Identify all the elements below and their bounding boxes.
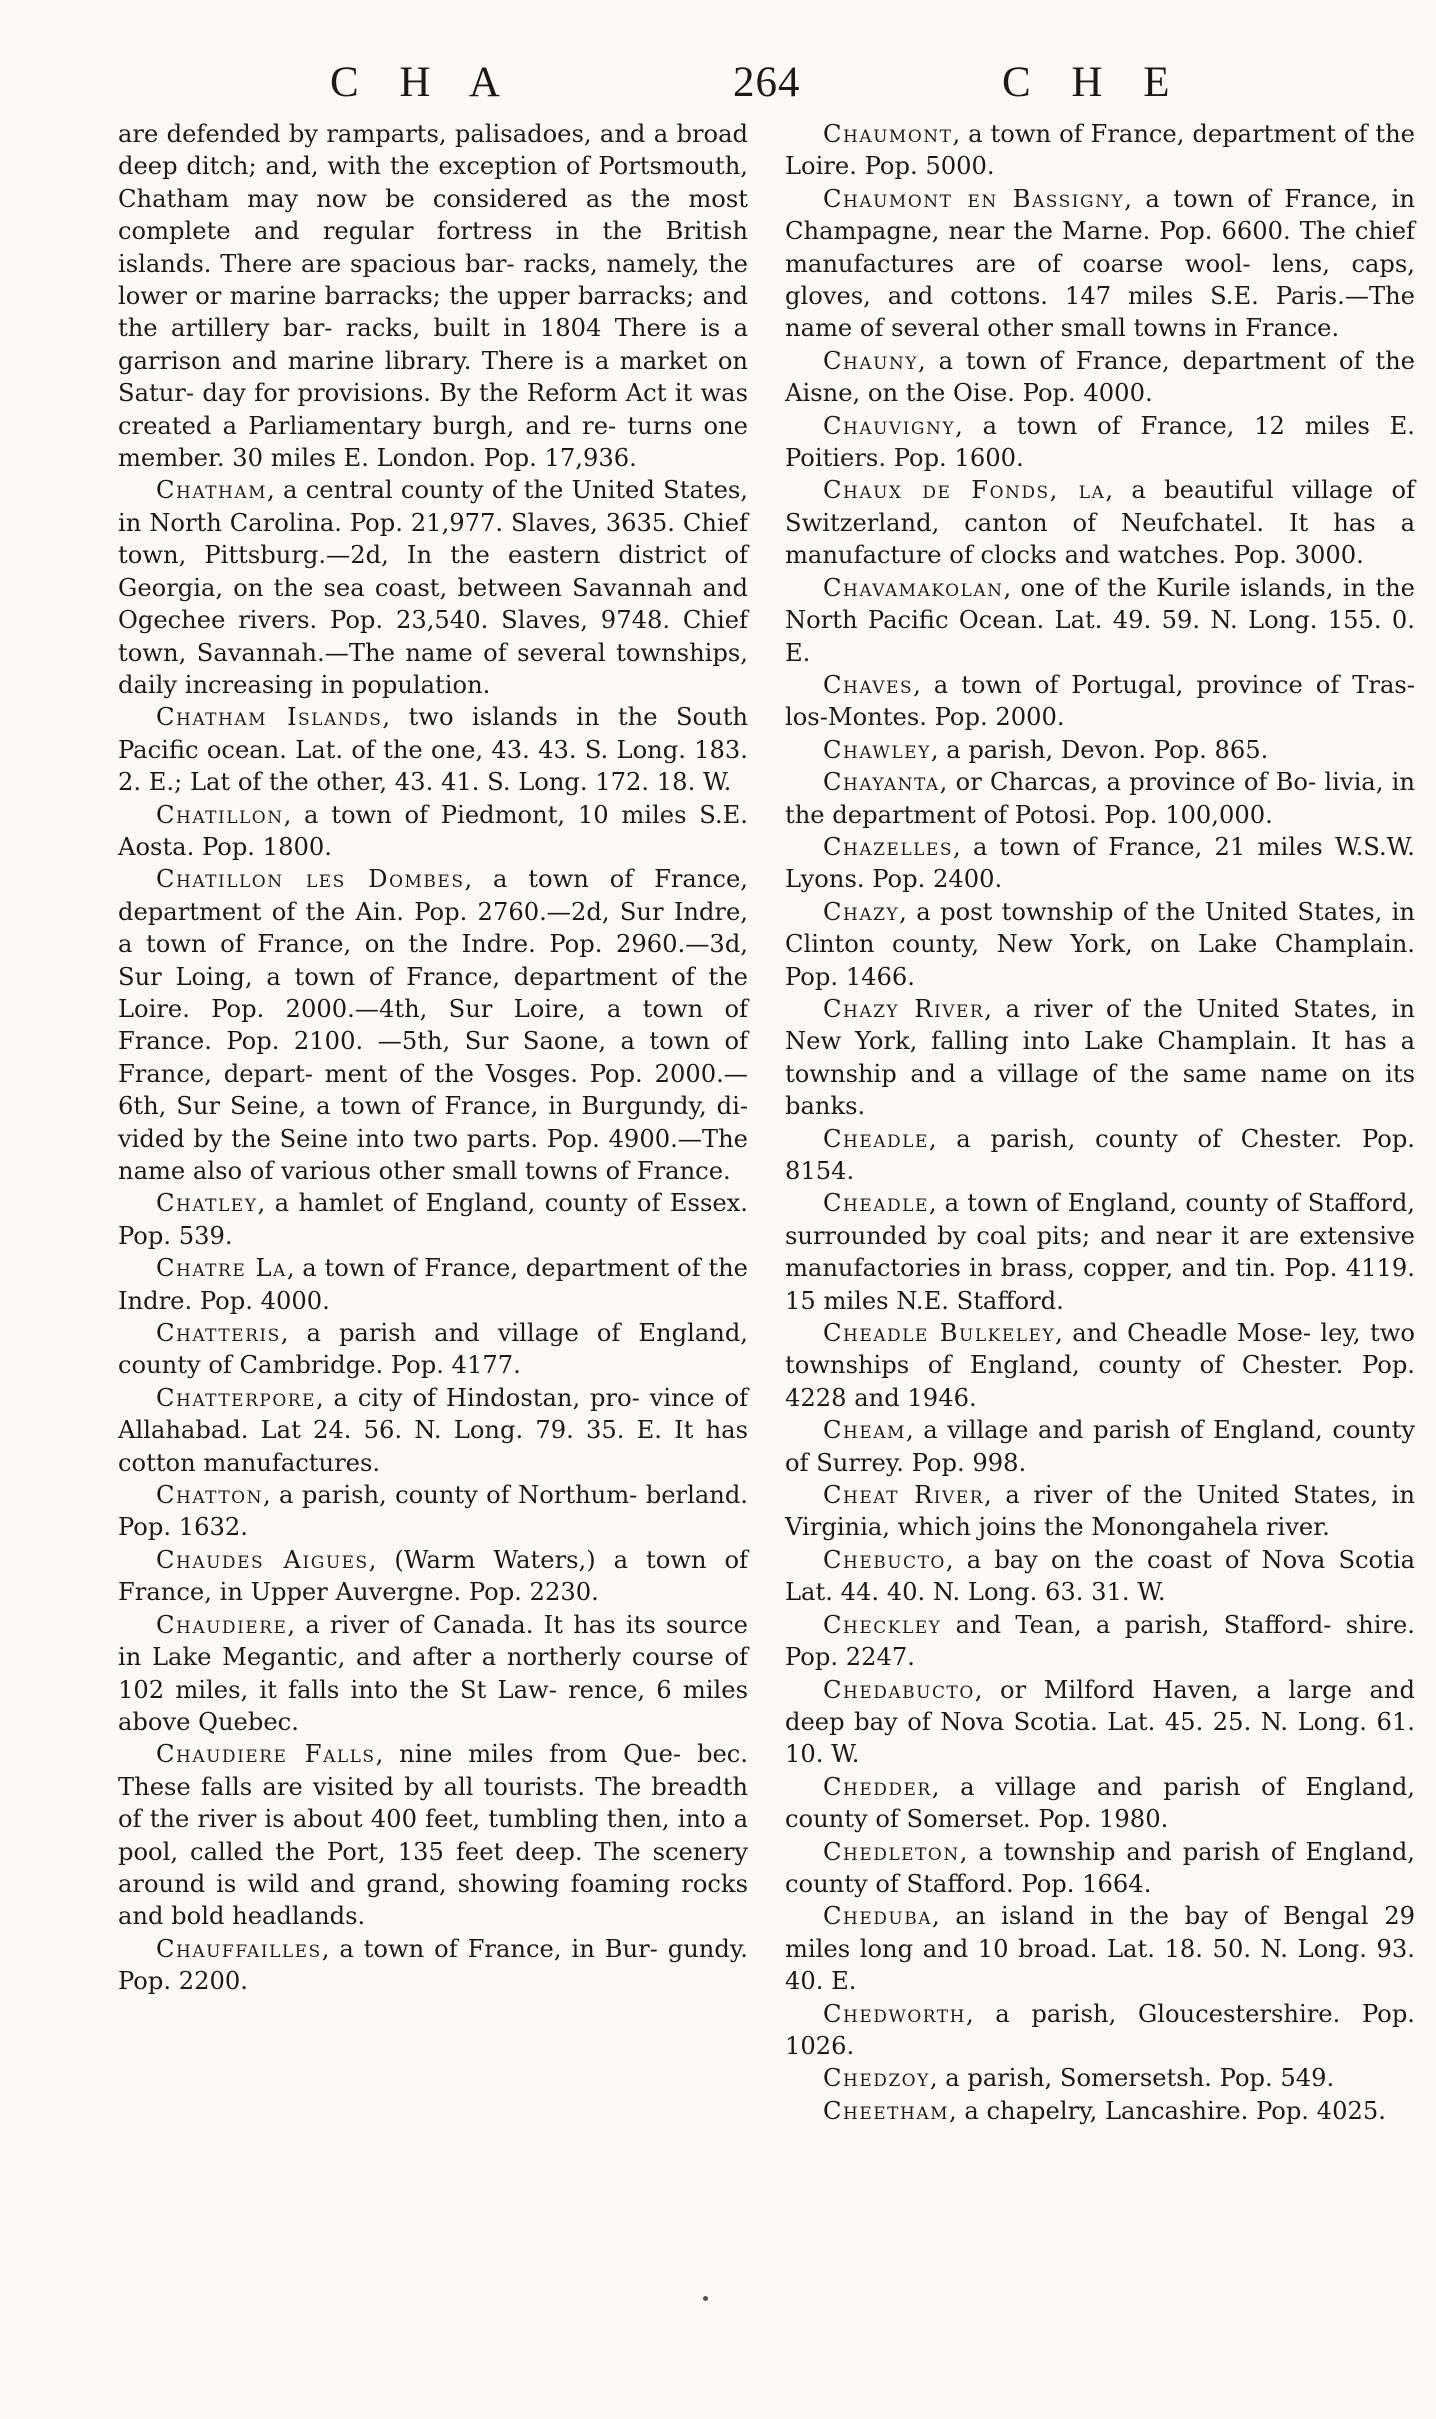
entry-headword: Chatterpore (156, 1383, 316, 1412)
entry-text: , a beautiful village of Switzerland, canton of Neufchatel. It has a manufacture of clocks and watches. Pop. 3000. (785, 476, 1416, 570)
gazetteer-entry (118, 1609, 748, 1739)
entry-headword: Chebucto (823, 1545, 946, 1574)
gazetteer-entry (785, 734, 1415, 766)
gazetteer-entry (785, 572, 1415, 669)
entry-headword: Chauvigny (823, 411, 956, 440)
entry-text: , a parish, county of Chester. Pop. 8154. (785, 1124, 1415, 1185)
entry-headword: Chatham Islands (156, 703, 383, 732)
entry-headword: Chedder (823, 1772, 932, 1801)
entry-text: , a town of England, county of Stafford, surrounded by coal pits; and near it are extensive manufactories in brass, copper, and tin. Pop. 4119. 15 miles N.E. Stafford. (785, 1189, 1415, 1315)
entry-headword: Chatre La (156, 1254, 287, 1283)
entry-text: , nine miles from Que- bec. These falls are visited by all tourists. The breadth of the river is about 400 feet, tumbling then, into a pool, called the Port, 135 feet deep. The scenery around is wild and grand, showing foaming rocks and bold headlands. (118, 1740, 748, 1931)
entry-headword: Chazy (823, 897, 900, 926)
entry-text: , a village and parish of England, county of Surrey. Pop. 998. (785, 1416, 1415, 1477)
entry-headword: Chawley (823, 735, 931, 764)
entry-headword: Chaumont en Bassigny (823, 184, 1125, 213)
entry-headword: Chaudiere (156, 1610, 288, 1639)
entry-headword: Chedleton (823, 1837, 960, 1866)
page-mark (703, 2296, 708, 2301)
entry-headword: Cheat River (823, 1481, 984, 1510)
gazetteer-entry (118, 474, 748, 701)
entry-headword: Chaumont (823, 120, 953, 148)
gazetteer-entry (785, 669, 1415, 734)
entry-headword: Chaux de Fonds, la (823, 476, 1106, 505)
entry-headword: Chaves (823, 670, 914, 699)
entry-text: , a town of France, department of the Loire. Pop. 5000. (785, 120, 1415, 181)
gazetteer-entry (785, 1317, 1415, 1414)
page-number: 264 (733, 59, 801, 106)
entry-text: , a river of the United States, in New York, falling into Lake Champlain. It has a township and a village of the same name on its banks. (785, 994, 1415, 1121)
entry-text: , a town of France, department of the Aisne, on the Oise. Pop. 4000. (785, 346, 1415, 408)
gazetteer-entry (785, 1836, 1415, 1901)
gazetteer-entry (785, 183, 1415, 345)
entry-text: , a river of the United States, in Virginia, which joins the Monongahela river. (785, 1481, 1415, 1542)
gazetteer-entry (785, 1187, 1415, 1317)
left-column (118, 118, 748, 1998)
gazetteer-entry (118, 118, 748, 474)
entry-headword: Chauffailles (156, 1934, 322, 1963)
entry-text: , a town of Piedmont, 10 miles S.E. Aosta. Pop. 1800. (118, 800, 748, 861)
entry-text: , one of the Kurile islands, in the North Pacific Ocean. Lat. 49. 59. N. Long. 155. 0. E. (785, 573, 1415, 667)
entry-headword: Chauny (823, 346, 919, 375)
entry-headword: Chatham (156, 476, 268, 505)
gazetteer-entry (118, 1544, 748, 1609)
entry-headword: Chatteris (156, 1319, 281, 1348)
entry-headword: Chedzoy (823, 2064, 930, 2093)
entry-text: , a town of France, 12 miles E. Poitiers. Pop. 1600. (785, 411, 1415, 473)
entry-text: , a post township of the United States, in Clinton county, New York, on Lake Champlain. Pop. 1466. (785, 897, 1415, 991)
entry-headword: Cheadle Bulkeley (823, 1319, 1056, 1348)
entry-text: , a parish, Somersetsh. Pop. 549. (929, 2064, 1335, 2093)
entry-text: , a village and parish of England, county of Somerset. Pop. 1980. (785, 1772, 1415, 1834)
entry-text: , an island in the bay of Bengal 29 miles long and 10 broad. Lat. 18. 50. N. Long. 93. 40. E. (785, 1902, 1415, 1996)
entry-text: , a chapelry, Lancashire. Pop. 4025. (949, 2096, 1386, 2125)
entry-headword: Chazelles (823, 832, 953, 861)
entry-headword: Cheetham (823, 2096, 949, 2125)
entry-text: , a town of France, department of the Ain. Pop. 2760.—2d, Sur Indre, a town of France, on the Indre. Pop. 2960.—3d, Sur Loing, a town of France, department of the Loire. Pop. 2000.—4th, Sur Loire, a town of France. Pop. 2100. —5th, Sur Saone, a town of France, depart- ment of the Vosges. Pop. 2000.—6th, Sur Seine, a town of France, in Burgundy, di- vided by the Seine into two parts. Pop. 4900.—The name also of various other small towns of France. (118, 865, 748, 1185)
gazetteer-entry (785, 2062, 1415, 2094)
gazetteer-entry (785, 1544, 1415, 1609)
gazetteer-entry (118, 1479, 748, 1544)
gazetteer-entry (785, 993, 1415, 1123)
entry-text: , a township and parish of England, county of Stafford. Pop. 1664. (785, 1837, 1415, 1898)
entry-headword: Cheduba (823, 1902, 932, 1931)
entry-headword: Cheadle (823, 1124, 929, 1153)
entry-text: , a parish, Devon. Pop. 865. (930, 735, 1269, 764)
entry-headword: Cheadle (823, 1189, 929, 1218)
entry-headword: Chatillon (156, 800, 284, 829)
gazetteer-entry (785, 1674, 1415, 1771)
gazetteer-entry (118, 1933, 748, 1998)
entry-text: , a central county of the United States, in North Carolina. Pop. 21,977. Slaves, 3635. Chief town, Pittsburg.—2d, In the eastern district of Georgia, on the sea coast, between Savannah and Ogechee rivers. Pop. 23,540. Slaves, 9748. Chief town, Savannah.—The name of several townships, daily increasing in population. (118, 476, 748, 699)
gazetteer-entry (785, 474, 1415, 571)
entry-headword: Chayanta (823, 768, 940, 797)
gazetteer-entry (118, 1187, 748, 1252)
entry-headword: Checkley (823, 1610, 942, 1639)
gazetteer-entry (785, 831, 1415, 896)
entry-headword: Chatillon les Dombes (156, 865, 465, 894)
right-column (785, 118, 1415, 2127)
entry-text: , or Milford Haven, a large and deep bay of Nova Scotia. Lat. 45. 25. N. Long. 61. 10. W. (785, 1675, 1415, 1769)
entry-text: , a parish, county of Northum- berland. Pop. 1632. (118, 1481, 748, 1542)
gazetteer-entry (785, 896, 1415, 993)
gazetteer-entry (118, 1252, 748, 1317)
gazetteer-entry (785, 1479, 1415, 1544)
gazetteer-entry (785, 1998, 1415, 2063)
gazetteer-entry (785, 1609, 1415, 1674)
entry-headword: Chavamakolan (823, 573, 1004, 602)
entry-headword: Chazy River (823, 994, 985, 1023)
entry-headword: Chaudiere Falls (156, 1740, 376, 1769)
entry-text: , two islands in the South Pacific ocean. Lat. of the one, 43. 43. S. Long. 183. 2. E.; Lat of the other, 43. 41. S. Long. 172. 18. W. (118, 703, 748, 797)
entry-text: , a town of France, in Champagne, near the Marne. Pop. 6600. The chief manufactures are of coarse wool- lens, caps, gloves, and cottons. 147 miles S.E. Paris.—The name of several other small towns in France. (785, 184, 1415, 343)
entry-text: and Tean, a parish, Stafford- shire. Pop. 2247. (785, 1610, 1415, 1672)
entry-text: , a river of Canada. It has its source in Lake Megantic, and after a northerly course of 102 miles, it falls into the St Law- rence, 6 miles above Quebec. (118, 1610, 748, 1736)
gazetteer-entry (785, 1414, 1415, 1479)
entry-headword: Chatley (156, 1189, 258, 1218)
entry-text: , a town of France, 21 miles W.S.W. Lyons. Pop. 2400. (785, 832, 1415, 894)
entry-text: , a parish and village of England, county of Cambridge. Pop. 4177. (118, 1319, 748, 1380)
gazetteer-entry (785, 1771, 1415, 1836)
running-head-left: C H A (330, 59, 504, 106)
entry-text: , a town of Portugal, province of Tras-los-Montes. Pop. 2000. (785, 670, 1415, 732)
gazetteer-entry (785, 1123, 1415, 1188)
entry-text: , (Warm Waters,) a town of France, in Upper Auvergne. Pop. 2230. (118, 1545, 748, 1607)
gazetteer-entry (118, 1738, 748, 1932)
gazetteer-entry (785, 118, 1415, 183)
gazetteer-entry (785, 410, 1415, 475)
gazetteer-entry (118, 799, 748, 864)
entry-text: , a hamlet of England, county of Essex. Pop. 539. (118, 1189, 748, 1250)
gazetteer-entry (785, 345, 1415, 410)
entry-text: are defended by ramparts, palisadoes, and a broad deep ditch; and, with the exception of Portsmouth, Chatham may now be considered as the most complete and regular fortress in the British islands. There are spacious bar- racks, namely, the lower or marine barracks; the upper barracks; and the artillery bar- racks, built in 1804 There is a garrison and marine library. There is a market on Satur- day for provisions. By the Reform Act it was created a Parliamentary burgh, and re- turns one member. 30 miles E. London. Pop. 17,936. (118, 120, 748, 473)
entry-text: , or Charcas, a province of Bo- livia, in the department of Potosi. Pop. 100,000. (785, 768, 1415, 829)
entry-headword: Chaudes Aigues (156, 1545, 369, 1574)
gazetteer-entry (785, 2095, 1415, 2127)
entry-text: , a town of France, in Bur- gundy. Pop. 2200. (118, 1934, 748, 1996)
entry-headword: Chatton (156, 1481, 263, 1510)
entry-text: , a city of Hindostan, pro- vince of Allahabad. Lat 24. 56. N. Long. 79. 35. E. It has cotton manufactures. (118, 1383, 748, 1477)
gazetteer-entry (785, 766, 1415, 831)
gazetteer-entry (118, 863, 748, 1187)
entry-headword: Chedworth (823, 1999, 966, 2028)
entry-text: , and Cheadle Mose- ley, two townships of England, county of Chester. Pop. 4228 and 1946. (785, 1319, 1415, 1412)
entry-text: , a bay on the coast of Nova Scotia Lat. 44. 40. N. Long. 63. 31. W. (785, 1545, 1415, 1607)
entry-headword: Chedabucto (823, 1675, 975, 1704)
entry-headword: Cheam (823, 1416, 906, 1445)
entry-text: , a parish, Gloucestershire. Pop. 1026. (785, 1999, 1415, 2060)
gazetteer-entry (118, 1317, 748, 1382)
entry-text: , a town of France, department of the Indre. Pop. 4000. (118, 1254, 748, 1315)
gazetteer-entry (118, 701, 748, 798)
running-head-right: C H E (1002, 59, 1174, 106)
gazetteer-entry (785, 1900, 1415, 1997)
gazetteer-entry (118, 1382, 748, 1479)
running-head (0, 58, 1436, 118)
